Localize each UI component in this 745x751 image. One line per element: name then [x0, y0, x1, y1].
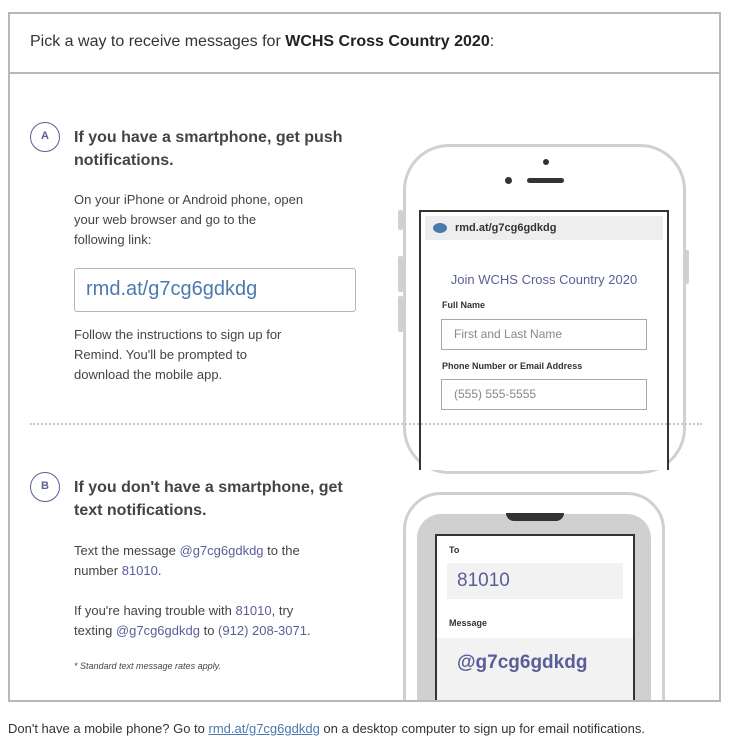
footer-link[interactable]: rmd.at/g7cg6gdkdg	[208, 721, 320, 736]
join-title: Join WCHS Cross Country 2020	[450, 272, 638, 287]
text-number: 81010	[121, 563, 158, 578]
section-a-follow-up: Follow the instructions to sign up for Remind. You'll be prompted to download the mobile app.	[74, 327, 282, 382]
text-code: @g7cg6gdkdg	[179, 543, 264, 558]
page-header	[10, 14, 719, 74]
full-name-label: Full Name	[442, 300, 486, 310]
message-field: @g7cg6gdkdg	[437, 638, 633, 702]
text-prefix: Text the message	[74, 543, 180, 558]
trouble-to: to	[199, 623, 219, 638]
contact-label: Phone Number or Email Address	[442, 361, 583, 371]
to-field: 81010	[447, 563, 623, 599]
trouble-code: @g7cg6gdkdg	[115, 623, 200, 638]
remind-logo-icon	[433, 223, 447, 233]
signup-link-box[interactable]: rmd.at/g7cg6gdkdg	[74, 268, 356, 312]
section-divider	[30, 423, 702, 425]
trouble-number: 81010	[235, 603, 272, 618]
full-name-field[interactable]: First and Last Name	[441, 319, 647, 350]
trouble-end: .	[306, 623, 311, 638]
contact-field[interactable]: (555) 555-5555	[441, 379, 647, 410]
footer-note	[8, 721, 645, 736]
trouble-prefix: If you're having trouble with	[74, 603, 236, 618]
section-b-title: If you don't have a smartphone, get text notifications.	[74, 479, 343, 519]
badge-b: B	[30, 472, 60, 502]
phone-speaker	[527, 178, 564, 183]
text-mid: to the number	[74, 543, 300, 578]
section-a-instructions: On your iPhone or Android phone, open your web browser and go to the following link:	[74, 192, 304, 247]
phone-camera	[543, 159, 549, 165]
header-suffix: :	[489, 33, 495, 50]
header-prefix: Pick a way to receive messages for	[30, 33, 286, 50]
to-label: To	[449, 545, 460, 555]
browser-url: rmd.at/g7cg6gdkdg	[455, 222, 557, 234]
feature-phone-screen	[435, 534, 635, 702]
text-end: .	[157, 563, 162, 578]
section-a-title: If you have a smartphone, get push notifications.	[74, 129, 343, 169]
phone-speaker	[506, 513, 564, 521]
browser-url-bar	[425, 216, 663, 240]
footer-suffix: on a desktop computer to sign up for email notifications.	[319, 721, 645, 736]
badge-a: A	[30, 122, 60, 152]
message-label: Message	[449, 618, 488, 628]
trouble-mid: , try texting	[74, 603, 294, 638]
footer-prefix: Don't have a mobile phone? Go to	[8, 721, 209, 736]
section-b-text-instructions	[74, 541, 334, 581]
alt-number: (912) 208-3071	[218, 623, 307, 638]
phone-sensor	[505, 177, 512, 184]
smartphone-screen	[419, 210, 669, 470]
signup-card	[8, 12, 721, 702]
class-name: WCHS Cross Country 2020	[285, 33, 490, 50]
section-b-trouble-text	[74, 601, 334, 641]
rates-disclaimer: * Standard text message rates apply.	[74, 661, 221, 671]
